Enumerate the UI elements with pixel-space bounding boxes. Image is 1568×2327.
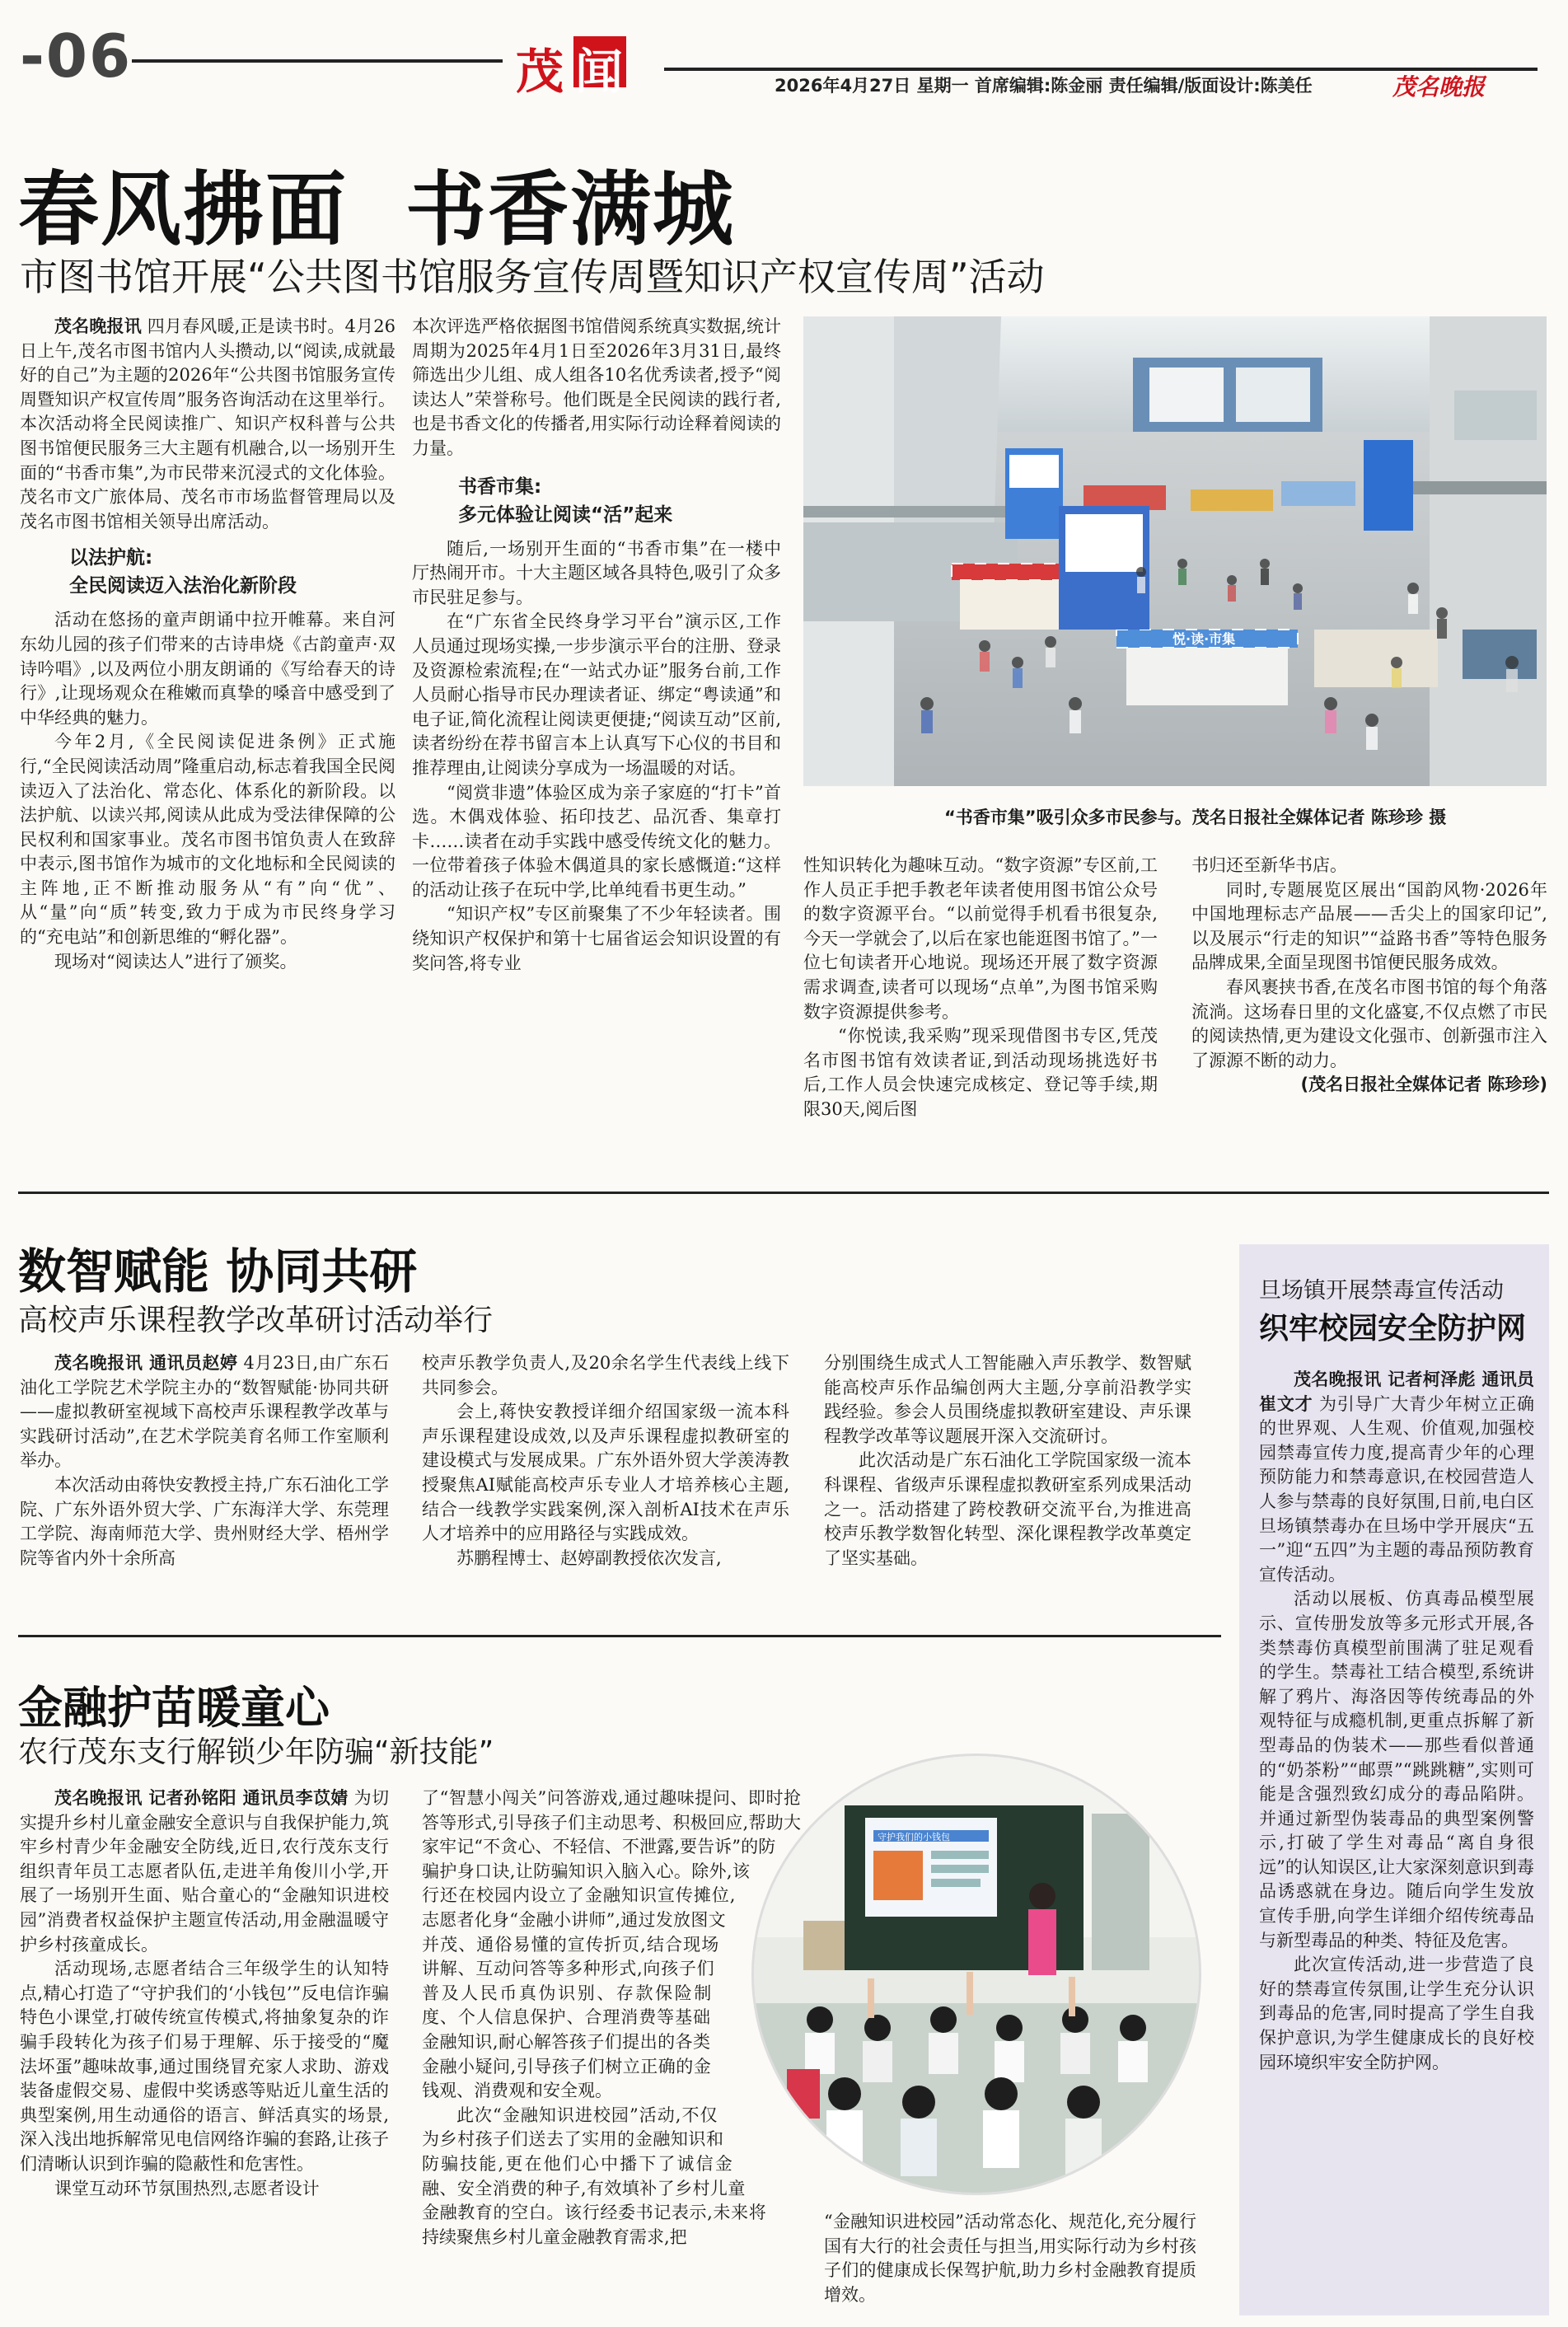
story1-subhead-1b: 全民阅读迈入法治化新阶段 bbox=[69, 575, 297, 597]
booth-banner: 悦·读·市集 bbox=[1172, 631, 1236, 647]
story3-column-3 bbox=[824, 2210, 1196, 2322]
story1-para: 在“广东省全民终身学习平台”演示区,工作人员通过现场实操,一步步演示平台的注册、登录及资源检索流程;在“一站式办证”服务台前,工作人员耐心指导市民办理读者证、绑定“粤读通”和电子证,简化流程让阅读更便捷;“阅读互动”区前,读者纷纷在荐书留言本上认真写下心仪的书目和推荐理由,让阅读分享成为一场温暖的对话。 bbox=[412, 611, 781, 778]
story3-subtitle: 农行茂东支行解锁少年防骗“新技能” bbox=[18, 1735, 494, 1769]
story1-para: 性知识转化为趣味互动。“数字资源”专区前,工作人员正手把手教老年读者使用图书馆公众号的数字资源平台。“以前觉得手机看书很复杂,今天一学就会了,以后在家也能逛图书馆了。”一位七旬读者开心地说。现场还开展了数字资源需求调查,读者可以现场“点单”,为图书馆采购数字资源提供参考。 bbox=[803, 855, 1158, 1022]
story1-para: 春风裹挟书香,在茂名市图书馆的每个角落流淌。这场春日里的文化盛宴,不仅点燃了市民的阅读热情,更为建设文化强市、创新强市注入了源源不断的动力。 bbox=[1191, 976, 1547, 1070]
story3-column-1 bbox=[20, 1786, 389, 2322]
story3-para: 课堂互动环节氛围热烈,志愿者设计 bbox=[54, 2178, 320, 2198]
story1-byline: (茂名日报社全媒体记者 陈珍珍) bbox=[1300, 1075, 1547, 1095]
story1-headline-a: 春风拂面 bbox=[18, 163, 349, 257]
story1-subhead-2 bbox=[458, 473, 781, 529]
story1-subhead-2a: 书香市集: bbox=[458, 475, 542, 498]
market-booth-2 bbox=[1116, 630, 1298, 705]
story1-photo-caption: “书香市集”吸引众多市民参与。茂名日报社全媒体记者 陈珍珍 摄 bbox=[944, 808, 1447, 827]
story1-subhead-2b: 多元体验让阅读“活”起来 bbox=[458, 503, 673, 526]
story1-para: 本次评选严格依据图书馆借阅系统真实数据,统计周期为2025年4月1日至2026年3月31日,最终筛选出少儿组、成人组各10名优秀读者,授予“阅读达人”荣誉称号。他们既是全民阅读的践行者,也是书香文化的传播者,用实际行动诠释着阅读的力量。 bbox=[412, 316, 781, 458]
masthead-rule-left bbox=[132, 59, 503, 63]
story2-para: 苏鹏程博士、赵婷副教授依次发言, bbox=[456, 1547, 722, 1568]
story2-column-3 bbox=[824, 1351, 1191, 1623]
story3-headline: 金融护苗暖童心 bbox=[18, 1682, 330, 1734]
story1-para: 四月春风暖,正是读书时。4月26日上午,茂名市图书馆内人头攒动,以“阅读,成就最好的自己”为主题的2026年“公共图书馆服务宣传周暨知识产权宣传周”服务咨询活动在这里举行。本次活动将全民阅读推广、知识产权科普与公共图书馆便民服务三大主题有机融合,以一场别开生面的“书香市集”,为市民带来沉浸式的文化体验。茂名市文广旅体局、茂名市市场监督管理局以及茂名市图书馆相关领导出席活动。 bbox=[20, 316, 396, 531]
story1-para: 同时,专题展览区展出“国韵风物·2026年中国地理标志产品展——舌尖上的国家印记”,以及展示“行走的知识”“益路书香”等特色服务品牌成果,全面呈现图书馆便民服务成效。 bbox=[1191, 879, 1547, 973]
story1-photo bbox=[803, 316, 1547, 786]
story2-column-2 bbox=[422, 1351, 789, 1623]
story1-subhead-1 bbox=[69, 544, 396, 600]
story4-box bbox=[1239, 1244, 1549, 2315]
story1-subhead-1a: 以法护航: bbox=[69, 547, 153, 569]
story2-headline: 数智赋能 协同共研 bbox=[18, 1243, 418, 1299]
story3-lead: 茂名晚报讯 记者孙铭阳 通讯员李苡婧 bbox=[54, 1788, 349, 1808]
story1-para: 活动在悠扬的童声朗诵中拉开帷幕。来自河东幼儿园的孩子们带来的古诗串烧《古韵童声·双诗吟唱》,以及两位小朋友朗诵的《写给春天的诗行》,让现场观众在稚嫩而真挚的嗓音中感受到了中华经典的魅力。 bbox=[20, 610, 396, 728]
paper-logo: 茂名晚报 bbox=[1392, 73, 1486, 101]
story2-column-1 bbox=[20, 1351, 389, 1623]
story3-para: 此次“金融知识进校园”活动,不仅为乡村孩子们送去了实用的金融知识和防骗技能,更在他们心中播下了诚信金融、安全消费的种子,有效填补了乡村儿童金融教育的空白。该行经委书记表示,未来将持续聚焦乡村儿童金融教育需求,把 bbox=[422, 2105, 766, 2247]
section-logo bbox=[516, 33, 648, 100]
story2-subtitle: 高校声乐课程教学改革研讨活动举行 bbox=[18, 1304, 494, 1337]
story1-para: 书归还至新华书店。 bbox=[1191, 855, 1347, 875]
story3-para: 为切实提升乡村儿童金融安全意识与自我保护能力,筑牢乡村青少年金融安全防线,近日,农行茂东支行组织青年员工志愿者队伍,走进羊角俊川小学,开展了一场别开生面、贴合童心的“金融知识进校园”消费者权益保护主题宣传活动,用金融温暖守护乡村孩童成长。 bbox=[20, 1788, 389, 1955]
story1-subtitle: 市图书馆开展“公共图书馆服务宣传周暨知识产权宣传周”活动 bbox=[20, 255, 1045, 299]
story1-headline bbox=[18, 145, 735, 261]
story1-para: “你悦读,我采购”现采现借图书专区,凭茂名市图书馆有效读者证,到活动现场挑选好书后,工作人员会快速完成核定、登记等手续,期限30天,阅后图 bbox=[803, 1026, 1158, 1119]
story1-lead: 茂名晚报讯 bbox=[54, 316, 142, 336]
story1-headline-b: 书香满城 bbox=[405, 163, 736, 257]
section-divider-2 bbox=[18, 1635, 1221, 1637]
story2-para: 4月23日,由广东石油化工学院艺术学院主办的“数智赋能·协同共研——虚拟教研室视域下高校声乐课程教学改革与实践研讨活动”,在艺术学院美育名师工作室顺利举办。 bbox=[20, 1353, 389, 1471]
section-divider-1 bbox=[18, 1192, 1549, 1194]
story1-column-2 bbox=[412, 315, 781, 1122]
section-char-mao: 茂 bbox=[516, 44, 564, 100]
story3-para: 活动现场,志愿者结合三年级学生的认知特点,精心打造了“守护我们的‘小钱包’”反电信诈骗特色小课堂,打破传统宣传模式,将抽象复杂的诈骗手段转化为孩子们易于理解、乐于接受的“魔法坏蛋”趣味故事,通过围绕冒充家人求助、游戏装备虚假交易、虚假中奖诱惑等贴近儿童生活的典型案例,用生动通俗的语言、鲜活真实的场景,深入浅出地拆解常见电信网络诈骗的套路,让孩子们清晰认识到诈骗的隐蔽性和危害性。 bbox=[20, 1959, 389, 2174]
story4-para: 为引导广大青少年树立正确的世界观、人生观、价值观,加强校园禁毒宣传力度,提高青少年的心理预防能力和禁毒意识,在校园营造人人参与禁毒的良好氛围,日前,电白区旦场镇禁毒办在旦场中学开展庆“五一”迎“五四”为主题的毒品预防教育宣传活动。 bbox=[1259, 1393, 1534, 1585]
story1-para: 今年2月,《全民阅读促进条例》正式施行,“全民阅读活动周”隆重启动,标志着我国全民阅读迈入了法治化、常态化、体系化的新阶段。以法护航、以读兴邦,阅读从此成为受法律保障的公民权利和国家事业。茂名市图书馆负责人在致辞中表示,图书馆作为城市的文化地标和全民阅读的主阵地,正不断推动服务从“有”向“优”、从“量”向“质”转变,致力于成为市民终身学习的“充电站”和创新思维的“孵化器”。 bbox=[20, 732, 396, 948]
story1-column-3 bbox=[803, 854, 1158, 1126]
story1-para: 随后,一场别开生面的“书香市集”在一楼中厅热闹开市。十大主题区域各具特色,吸引了众多市民驻足参与。 bbox=[412, 538, 781, 607]
story2-para: 会上,蒋快安教授详细介绍国家级一流本科声乐课程建设成效,以及声乐课程虚拟教研室的建设模式与发展成果。广东外语外贸大学羡涛教授聚焦AI赋能高校声乐专业人才培养核心主题,结合一线教学实践案例,深入剖析AI技术在声乐人才培养中的应用路径与实践成效。 bbox=[422, 1402, 789, 1544]
story4-para: 此次宣传活动,进一步营造了良好的禁毒宣传氛围,让学生充分认识到毒品的危害,同时提高了学生自我保护意识,为学生健康成长的良好校园环境织牢安全防护网。 bbox=[1259, 1955, 1534, 2072]
story2-lead: 茂名晚报讯 通讯员赵婷 bbox=[54, 1353, 238, 1373]
story4-kicker: 旦场镇开展禁毒宣传活动 bbox=[1259, 1278, 1504, 1304]
story3-para: “金融知识进校园”活动常态化、规范化,充分履行国有大行的社会责任与担当,用实际行动为乡村孩子们的健康成长保驾护航,助力乡村金融教育提质增效。 bbox=[824, 2212, 1196, 2305]
library-atrium-illustration bbox=[803, 316, 1547, 786]
story4-para: 活动以展板、仿真毒品模型展示、宣传册发放等多元形式开展,各类禁毒仿真模型前围满了驻足观看的学生。禁毒社工结合模型,系统讲解了鸦片、海洛因等传统毒品的外观特征与成瘾机制,更重点拆解了新型毒品的伪装术——那些看似普通的“奶茶粉”“邮票”“跳跳糖”,实则可能是含强烈致幻成分的毒品陷阱。并通过新型伪装毒品的典型案例警示,打破了学生对毒品“离自身很远”的认知误区,让大家深刻意识到毒品诱惑就在身边。随后向学生发放宣传手册,向学生详细介绍传统毒品与新型毒品的种类、特征及危害。 bbox=[1259, 1589, 1534, 1950]
story4-headline: 织牢校园安全防护网 bbox=[1259, 1312, 1527, 1346]
story1-para: “知识产权”专区前聚集了不少年轻读者。围绕知识产权保护和第十七届省运会知识设置的有奖问答,将专业 bbox=[412, 904, 781, 973]
story4-lead: 茂名晚报讯 记者柯泽彪 通讯员崔文才 bbox=[1259, 1370, 1534, 1414]
slide-text: 守护我们的小钱包 bbox=[878, 1832, 950, 1842]
story3-column-2 bbox=[422, 1786, 801, 2322]
story3-para: 了“智慧小闯关”问答游戏,通过趣味提问、即时抢答等形式,引导孩子们主动思考、积极回应,帮助大家牢记“不贪心、不轻信、不泄露,要告诉”的防骗护身口诀,让防骗知识入脑入心。除外,该行还在校园内设立了金融知识宣传摊位,志愿者化身“金融小讲师”,通过发放图文并茂、通俗易懂的宣传折页,结合现场讲解、互动问答等多种形式,向孩子们普及人民币真伪识别、存款保险制度、个人信息保护、合理消费等基础金融知识,耐心解答孩子们提出的各类金融小疑问,引导孩子们树立正确的金钱观、消费观和安全观。 bbox=[422, 1788, 801, 2101]
section-char-wen: 闻 bbox=[575, 44, 624, 100]
story1-para: 现场对“阅读达人”进行了颁奖。 bbox=[54, 951, 297, 972]
story1-column-4 bbox=[1191, 854, 1547, 1126]
story1-para: “阅赏非遗”体验区成为亲子家庭的“打卡”首选。木偶戏体验、拓印技艺、品沉香、集章打卡……读者在动手实践中感受传统文化的魅力。一位带着孩子体验木偶道具的家长感慨道:“这样的活动让孩子在玩中学,比单纯看书更生动。” bbox=[412, 782, 781, 900]
story2-para: 分别围绕生成式人工智能融入声乐教学、数智赋能高校声乐作品编创两大主题,分享前沿教学实践经验。参会人员围绕虚拟教研室建设、声乐课程教学改革等议题展开深入交流研讨。 bbox=[824, 1353, 1191, 1446]
story2-para: 本次活动由蒋快安教授主持,广东石油化工学院、广东外语外贸大学、广东海洋大学、东莞理工学院、海南师范大学、贵州财经大学、梧州学院等省内外十余所高 bbox=[20, 1474, 389, 1568]
story1-column-1 bbox=[20, 315, 396, 1122]
story3-photo bbox=[751, 1753, 1201, 2195]
story2-para: 此次活动是广东石油化工学院国家级一流本科课程、省级声乐课程虚拟教研室系列成果活动之一。活动搭建了跨校教研交流平台,为推进高校声乐教学数智化转型、深化课程教学改革奠定了坚实基础。 bbox=[824, 1450, 1191, 1568]
dateline: 2026年4月27日 星期一 首席编辑:陈金丽 责任编辑/版面设计:陈美任 bbox=[775, 76, 1313, 96]
masthead bbox=[0, 0, 1568, 115]
story4-body bbox=[1259, 1368, 1534, 2307]
story2-para: 校声乐教学负责人,及20余名学生代表线上线下共同参会。 bbox=[422, 1353, 789, 1398]
classroom-illustration bbox=[754, 1756, 1199, 2193]
page-number: -06 bbox=[20, 21, 133, 91]
